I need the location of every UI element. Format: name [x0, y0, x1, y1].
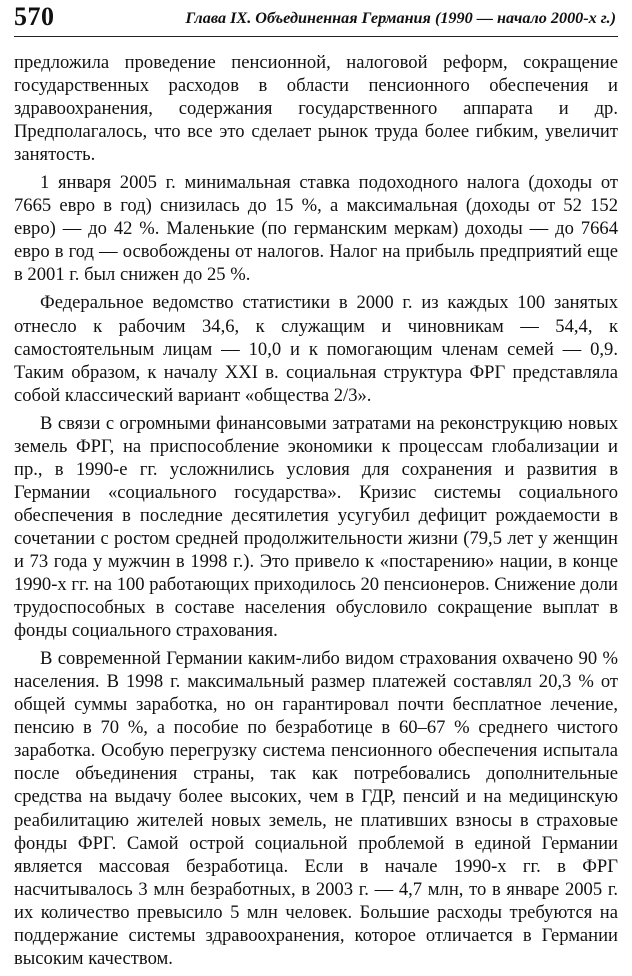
paragraph-tax-rates: 1 января 2005 г. минимальная ставка подоходного налога (доходы от 7665 евро в год) снизилась до 15 %, а максимальная (доходы от 52 152 евро) — до 42 %. Маленькие (по германским меркам) доходы — до 7664 евро в год — освобождены от налогов. Налог на прибыль предприятий еще в 2001 г. был снижен до 25 %. [14, 172, 618, 286]
book-page [14, 0, 618, 976]
paragraph-social-state: В связи с огромными финансовыми затратами на реконструкцию новых земель ФРГ, на приспособление экономики к процессам глобализации и пр., в 1990-е гг. усложнились условия для сохранения и развития в Германии «социального государства». Кризис системы социального обеспечения в последние десятилетия усугубил дефицит рождаемости в сочетании с ростом средней продолжительности жизни (79,5 лет у женщин и 73 года у мужчин в 1998 г.). Это привело к «постарению» нации, в конце 1990-х гг. на 100 работающих приходилось 20 пенсионеров. Снижение доли трудоспособных в составе населения обусловило сокращение выплат в фонды социального страхования. [14, 412, 618, 642]
body-text [14, 51, 618, 970]
paragraph-continued: предложила проведение пенсионной, налоговой реформ, сокращение государственных расходов в области пенсионного обеспечения и здравоохранения, содержания государственного аппарата и др. Предполагалось, что все это сделает рынок труда более гибким, увеличит занятость. [14, 52, 618, 166]
running-head [14, 0, 618, 37]
paragraph-insurance-unemployment: В современной Германии каким-либо видом страхования охвачено 90 % населения. В 1998 г. максимальный размер платежей составлял 20,3 % от общей суммы заработка, но он гарантировал почти бесплатное лечение, пенсию в 70 %, а пособие по безработице в 60–67 % среднего чистого заработка. Особую перегрузку система пенсионного обеспечения испытала после объединения страны, так как потребовались дополнительные средства на выдачу более высоких, чем в ГДР, пенсий и на медицинскую реабилитацию жителей новых земель, не плативших взносы в страховые фонды ФРГ. Самой острой социальной проблемой в единой Германии является массовая безработица. Если в начале 1990-х гг. в ФРГ насчитывалось 3 млн безработных, в 2003 г. — 4,7 млн, то в январе 2005 г. их количество превысило 5 млн человек. Большие расходы требуются на поддержание системы здравоохранения, которое отличается в Германии высоким качеством. [14, 648, 618, 969]
chapter-title: Глава IX. Объединенная Германия (1990 — начало 2000-х г.) [185, 9, 616, 27]
page-number: 570 [14, 2, 55, 31]
paragraph-employment-statistics: Федеральное ведомство статистики в 2000 г. из каждых 100 занятых отнесло к рабочим 34,6, к служащим и чиновникам — 54,4, к самостоятельным лицам — 10,0 и к помогающим членам семей — 0,9. Таким образом, к началу XXI в. социальная структура ФРГ представляла собой классический вариант «общества 2/3». [14, 292, 618, 406]
